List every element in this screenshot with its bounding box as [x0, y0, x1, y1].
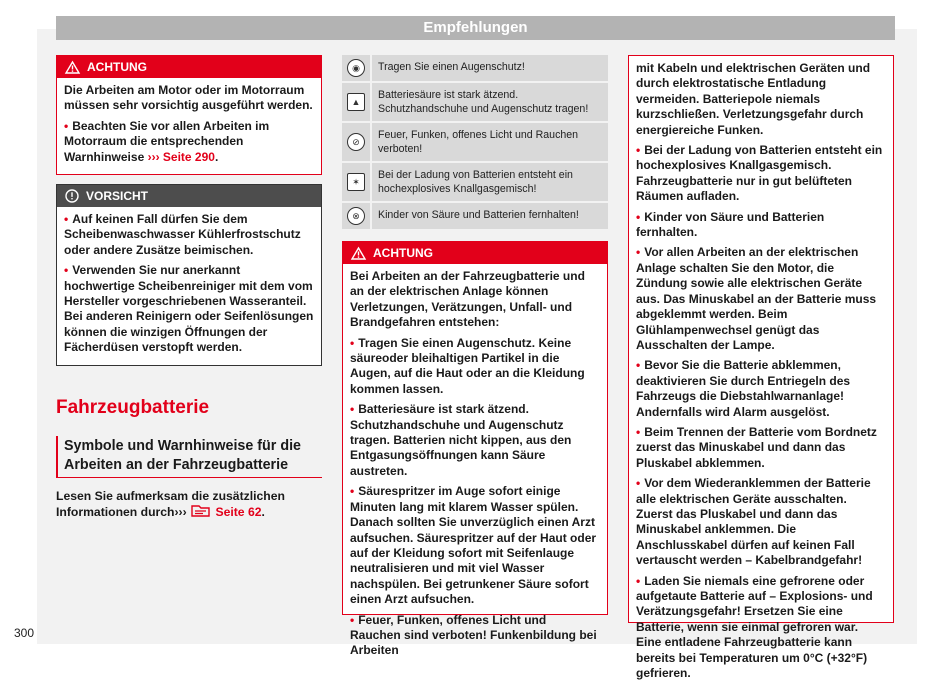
achtung-bullet: • Säurespritzer im Auge sofort einige Minuten lang mit klarem Wasser spülen. Danach sollten Sie unverzüglich einen Arzt aufsuchen. Säurespritzer auf der Haut oder auf der Kleidung sofort mit Seifenlauge neutralisieren und mit viel Wasser nachspülen. Bei getrunkener Säure sofort einen Arzt aufsuchen.: [350, 484, 600, 607]
achtung-label: ACHTUNG: [373, 246, 433, 260]
achtung-box-battery: [342, 241, 608, 658]
achtung-box-continued: [628, 55, 894, 681]
achtung-bullet: • Beim Trennen der Batterie vom Bordnetz zuerst das Minuskabel und dann das Pluskabel abklemmen.: [636, 425, 886, 471]
page-reference-link[interactable]: ››› Seite 290: [147, 149, 215, 164]
table-row: ⊘ Feuer, Funken, offenes Licht und Rauchen verboten!: [342, 123, 608, 161]
achtung-header: [57, 56, 321, 78]
vorsicht-label: VORSICHT: [86, 189, 149, 203]
page-number: 300: [14, 626, 35, 640]
warning-triangle-icon: [351, 247, 366, 260]
achtung-bullet: • Tragen Sie einen Augenschutz. Keine säureoder bleihaltigen Partikel in die Augen, auf die Haut oder an die Kleidung kommen lassen.: [350, 336, 600, 398]
vorsicht-header: [57, 185, 321, 207]
achtung-bullet: • Vor allen Arbeiten an der elektrischen Anlage schalten Sie den Motor, die Zündung sowie alle elektrischen Geräte aus. Das Minuskabel an der Batterie muss abgeklemmt werden. Beim Glühlampenwechsel genügt das Ausschalten der Lampe.: [636, 245, 886, 353]
vorsicht-bullet: • Auf keinen Fall dürfen Sie dem Scheibenwaschwasser Kühlerfrostschutz oder andere Zusätze beimischen.: [64, 212, 314, 258]
achtung-bullet: • Batteriesäure ist stark ätzend. Schutzhandschuhe und Augenschutz tragen. Batterien nicht kippen, aus den Entgasungsöffnungen kann Säure austreten.: [350, 402, 600, 479]
table-row: ▲ Batteriesäure ist stark ätzend. Schutzhandschuhe und Augenschutz tragen!: [342, 83, 608, 121]
achtung-label: ACHTUNG: [87, 60, 147, 74]
achtung-bullet: • Bevor Sie die Batterie abklemmen, deaktivieren Sie durch Entriegeln des Fahrzeugs die Diebstahlwarnanlage! Andernfalls wird Alarm ausgelöst.: [636, 358, 886, 420]
book-reference-icon: [190, 504, 212, 518]
intro-text: Lesen Sie aufmerksam die zusätzlichen Informationen durch››› Seite 62.: [56, 489, 285, 519]
keep-children-away-icon: ⊗: [347, 207, 365, 225]
achtung-bullet: • Laden Sie niemals eine gefrorene oder aufgetaute Batterie auf – Explosions- und Verätzungsgefahr! Ersetzen Sie eine Batterie, wenn sie einmal gefroren war. Eine entladene Fahrzeugbatterie kann bereits bei Temperaturen um 0°C (+32°F) gefrieren.: [636, 574, 886, 682]
achtung-bullet: • Vor dem Wiederanklemmen der Batterie alle elektrischen Geräte ausschalten. Zuerst das Pluskabel und dann das Minuskabel anklemmen. Die Anschlusskabel dürfen auf keinen Fall vertauscht werden – Kabelbrandgefahr!: [636, 476, 886, 568]
table-row: ✶ Bei der Ladung von Batterien entsteht ein hochexplosives Knallgasgemisch!: [342, 163, 608, 201]
achtung-text: mit Kabeln und elektrischen Geräten und durch elektrostatische Entladung vermeiden. Batteriepole niemals kurzschließen. Verletzungsgefahr durch energiereiche Funken.: [636, 61, 871, 137]
table-row: ⊗ Kinder von Säure und Batterien fernhalten!: [342, 203, 608, 229]
achtung-bullet: • Kinder von Säure und Batterien fernhalten.: [636, 210, 886, 241]
achtung-bullet: • Bei der Ladung von Batterien entsteht ein hochexplosives Knallgasgemisch. Fahrzeugbatterie nur in gut belüfteten Räumen aufladen.: [636, 143, 886, 205]
warning-triangle-icon: [65, 61, 80, 74]
no-fire-icon: ⊘: [347, 133, 365, 151]
vorsicht-bullet: • Verwenden Sie nur anerkannt hochwertige Scheibenreiniger mit dem vom Hersteller vorgeschriebenen Wasseranteil. Bei anderen Reinigern oder Seifenlösungen können die winzigen Öffnungen der Fächerdüsen verstopft werden.: [64, 263, 314, 355]
section-title: Fahrzeugbatterie: [56, 397, 210, 418]
achtung-box-engine: [56, 55, 322, 175]
eye-protection-icon: ◉: [347, 59, 365, 77]
symbol-table: [342, 55, 608, 231]
explosion-icon: ✶: [347, 173, 365, 191]
table-row: ◉ Tragen Sie einen Augenschutz!: [342, 55, 608, 81]
page-header: Empfehlungen: [56, 16, 895, 40]
achtung-header: [343, 242, 607, 264]
vorsicht-box: [56, 184, 322, 366]
subsection-title: Symbole und Warnhinweise für die Arbeiten an der Fahrzeugbatterie: [56, 436, 322, 478]
exclamation-circle-icon: [65, 189, 79, 203]
achtung-bullet: • Beachten Sie vor allen Arbeiten im Motorraum die entsprechenden Warnhinweise ››› Seite 290.: [64, 119, 314, 165]
page-reference-link[interactable]: Seite 62: [215, 505, 262, 519]
achtung-bullet: • Feuer, Funken, offenes Licht und Rauchen sind verboten! Funkenbildung bei Arbeiten: [350, 613, 600, 659]
achtung-text: Die Arbeiten am Motor oder im Motorraum müssen sehr vorsichtig ausgeführt werden.: [64, 83, 313, 113]
achtung-text: Bei Arbeiten an der Fahrzeugbatterie und an der elektrischen Anlage können Verletzungen, Verätzungen, Unfall- und Brandgefahren entstehen:: [350, 269, 585, 330]
acid-icon: ▲: [347, 93, 365, 111]
